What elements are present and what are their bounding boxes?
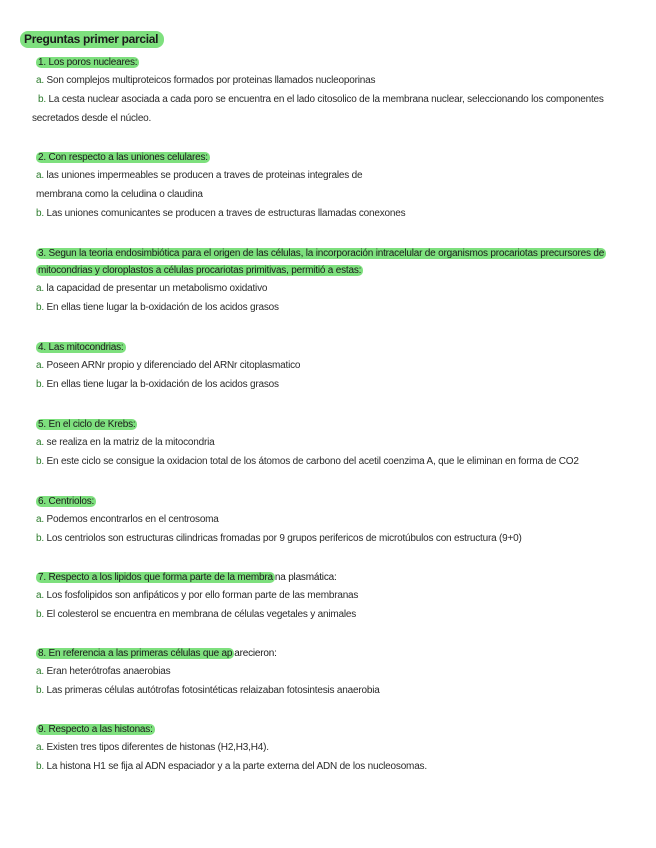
answer-text: En este ciclo se consigue la oxidacion total de los átomos de carbono del acetil coenzima A, que le eliminan en forma de CO2 <box>43 456 579 467</box>
answer-text: Existen tres tipos diferentes de histonas (H2,H3,H4). <box>43 742 269 753</box>
question-heading-tail: arecieron: <box>234 648 277 659</box>
answer-label: a. <box>36 590 44 601</box>
answer-label: b. <box>38 94 46 105</box>
question-heading-continued: mitocondrias y cloroplastos a células procariotas primitivas, permitió a estas: <box>38 265 362 276</box>
answer-text: En ellas tiene lugar la b-oxidación de los acidos grasos <box>43 379 279 390</box>
question-heading: 6. Centriolos: <box>38 496 95 507</box>
answer-text: la capacidad de presentar un metabolismo oxidativo <box>43 283 268 294</box>
question-heading: 1. Los poros nucleares: <box>38 57 138 68</box>
answer-text: Los fosfolipidos son anfipáticos y por ello forman parte de las membranas <box>43 590 359 601</box>
document-title: Preguntas primer parcial <box>20 31 164 48</box>
answer-text: secretados desde el núcleo. <box>32 113 152 124</box>
answer-text: se realiza en la matriz de la mitocondria <box>43 437 215 448</box>
question-2 <box>36 150 636 223</box>
answer-label: b. <box>36 761 44 772</box>
answer-label: a. <box>36 514 44 525</box>
question-3 <box>36 245 636 317</box>
answer-label: a. <box>36 437 44 448</box>
answer-text: La histona H1 se fija al ADN espaciador y a la parte externa del ADN de los nucleosomas. <box>43 761 427 772</box>
question-4 <box>36 340 636 394</box>
answer-label: a. <box>36 360 44 371</box>
question-heading: 4. Las mitocondrias: <box>38 342 124 353</box>
answer-text: Poseen ARNr propio y diferenciado del ARNr citoplasmatico <box>43 360 301 371</box>
answer-text: Eran heterótrofas anaerobias <box>43 666 171 677</box>
question-9 <box>36 722 636 776</box>
answer-label: a. <box>36 283 44 294</box>
answer-text: Las primeras células autótrofas fotosintéticas relaizaban fotosintesis anaerobia <box>43 685 380 696</box>
question-5 <box>36 417 636 471</box>
answer-text: En ellas tiene lugar la b-oxidación de los acidos grasos <box>43 302 279 313</box>
answer-label: b. <box>36 302 44 313</box>
answer-text: El colesterol se encuentra en membrana de células vegetales y animales <box>43 609 357 620</box>
answer-text: La cesta nuclear asociada a cada poro se encuentra en el lado citosolico de la membrana nuclear, seleccionando los componentes <box>45 94 604 105</box>
question-1 <box>32 55 636 128</box>
answer-text: membrana como la celudina o claudina <box>36 189 203 200</box>
question-heading: 8. En referencia a las primeras células que ap <box>38 648 233 659</box>
answer-label: b. <box>36 379 44 390</box>
answer-label: b. <box>36 685 44 696</box>
answer-label: a. <box>36 170 44 181</box>
question-heading: 5. En el ciclo de Krebs: <box>38 419 136 430</box>
question-heading: 9. Respecto a las histonas: <box>38 724 153 735</box>
answer-label: a. <box>36 666 44 677</box>
question-7 <box>36 570 636 624</box>
answer-text: Los centriolos son estructuras cilindricas fromadas por 9 grupos perifericos de microtúbulos con estructura (9+0) <box>43 533 522 544</box>
answer-text: Son complejos multiproteicos formados por proteinas llamados nucleoporinas <box>43 75 376 86</box>
question-6 <box>36 494 636 548</box>
answer-label: b. <box>36 456 44 467</box>
answer-text: las uniones impermeables se producen a traves de proteinas integrales de <box>43 170 363 181</box>
question-heading-tail: na plasmática: <box>274 572 337 583</box>
answer-label: b. <box>36 208 44 219</box>
question-8 <box>36 646 636 700</box>
answer-label: b. <box>36 533 44 544</box>
answer-label: a. <box>36 742 44 753</box>
question-heading: 3. Segun la teoria endosimbiótica para el origen de las células, la incorporación intracelular de organismos procariotas precursores de <box>38 248 605 259</box>
answer-label: a. <box>36 75 44 86</box>
question-heading: 7. Respecto a los lipidos que forma parte de la membra <box>38 572 273 583</box>
answer-text: Podemos encontrarlos en el centrosoma <box>43 514 219 525</box>
answer-label: b. <box>36 609 44 620</box>
question-heading: 2. Con respecto a las uniones celulares: <box>38 152 208 163</box>
answer-text: Las uniones comunicantes se producen a traves de estructuras llamadas conexones <box>43 208 406 219</box>
